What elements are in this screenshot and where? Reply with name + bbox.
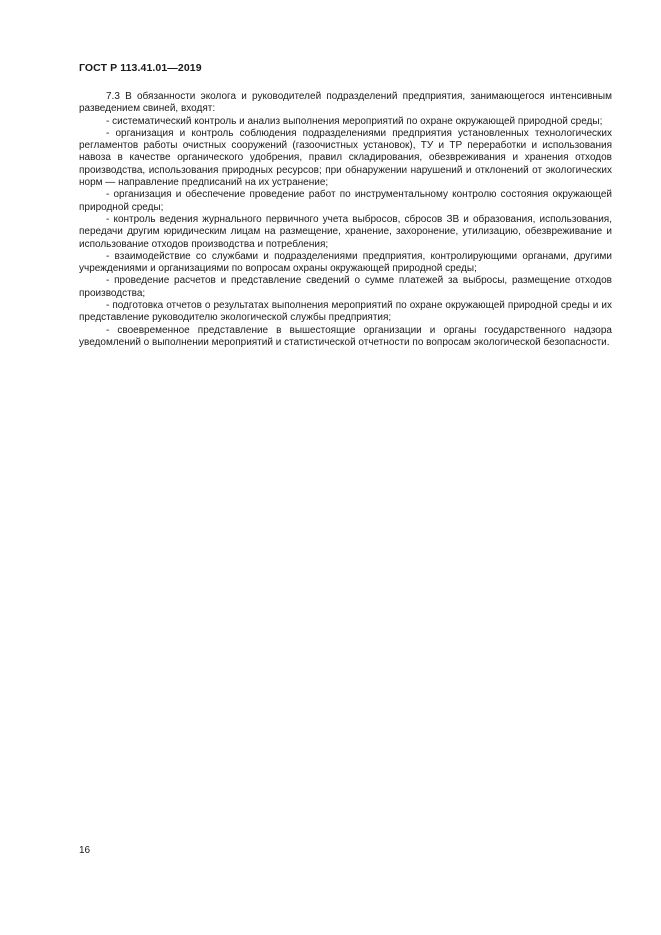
- list-item: - своевременное представление в вышестоящие организации и органы государственного надзора уведомлений о выполнении мероприятий и статистической отчетности по вопросам экологической безопасности.: [79, 324, 612, 348]
- list-item: - подготовка отчетов о результатах выполнения мероприятий по охране окружающей природной среды и их представление руководителю экологической службы предприятия;: [79, 300, 612, 324]
- list-item: - контроль ведения журнального первичного учета выбросов, сбросов ЗВ и образования, использования, передачи другим юридическим лицам на размещение, хранение, захоронение, утилизацию, обезвреживание и использование отходов производства и потребления;: [79, 213, 612, 250]
- list-item: - взаимодействие со службами и подразделениями предприятия, контролирующими органами, другими учреждениями и организациями по вопросам охраны окружающей природной среды;: [79, 250, 612, 275]
- section-7-3: [79, 91, 612, 349]
- list-item: - организация и контроль соблюдения подразделениями предприятия установленных технологических регламентов работы очистных сооружений (газоочистных установок), ТУ и ТР переработки и использования навоза в качестве органического удобрения, правил складирования, обезвреживания и хранения отходов производства, использования природных ресурсов; при обнаружении нарушений и отклонений от экологических норм — направление предписаний на их устранение;: [79, 127, 612, 189]
- list-item: - проведение расчетов и представление сведений о сумме платежей за выбросы, размещение отходов производства;: [79, 275, 612, 299]
- document-header-code: ГОСТ Р 113.41.01—2019: [79, 62, 202, 74]
- list-item: - организация и обеспечение проведение работ по инструментальному контролю состояния окружающей природной среды;: [79, 189, 612, 213]
- section-intro: 7.3 В обязанности эколога и руководителей подразделений предприятия, занимающегося интенсивным разведением свиней, входят:: [79, 91, 612, 115]
- list-item: - систематический контроль и анализ выполнения мероприятий по охране окружающей природной среды;: [106, 115, 603, 127]
- page-number: 16: [79, 845, 91, 856]
